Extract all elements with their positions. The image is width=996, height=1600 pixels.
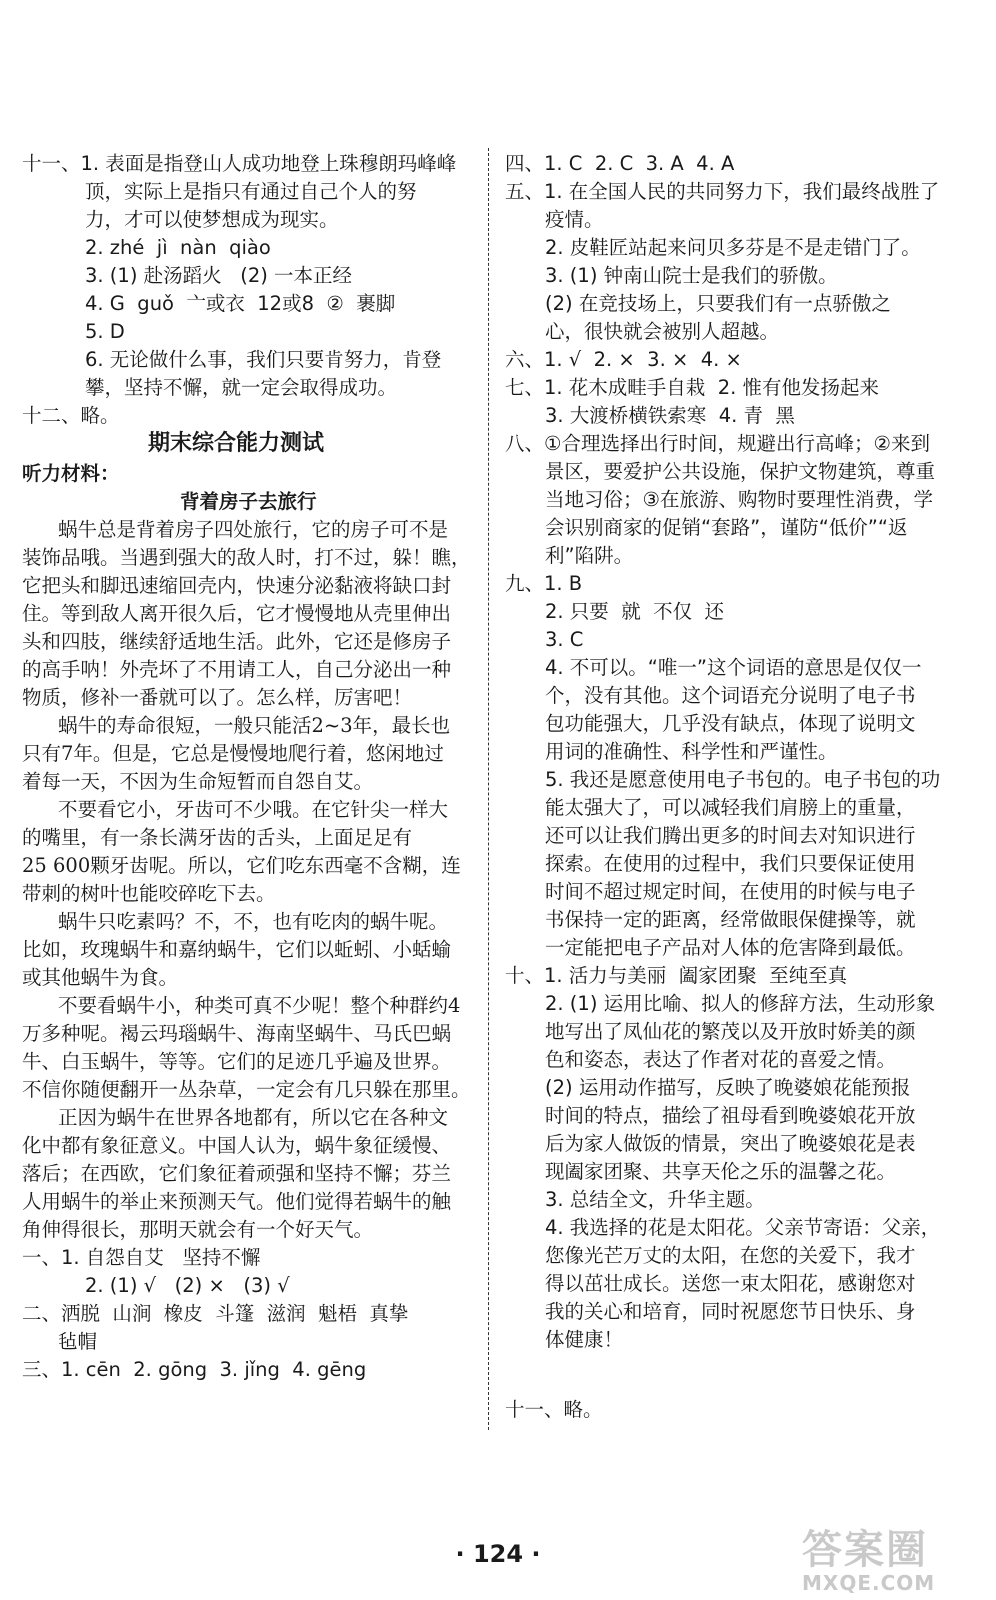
right-answer-line: 一定能把电子产品对人体的危害降到最低。 [545,936,916,959]
right-answer-line: 会识别商家的促销“套路”，谨防“低价”“返 [545,516,908,539]
left-answer-line: 的嘴里，有一条长满牙齿的舌头，上面足足有 [22,826,413,849]
left-answer-line: 装饰品哦。当遇到强大的敌人时，打不过，躲！瞧， [22,546,471,569]
right-answer-line: 还可以让我们腾出更多的时间去对知识进行 [545,824,916,847]
left-answer-line: 十一、1. 表面是指登山人成功地登上珠穆朗玛峰峰 [22,152,457,175]
right-answer-line: 我的关心和培育，同时祝愿您节日快乐、身 [545,1300,916,1323]
right-answer-line: 2. 只要 就 不仅 还 [545,600,724,623]
left-answer-line: 物质，修补一番就可以了。怎么样，厉害吧！ [22,686,413,709]
left-answer-line: 比如，玫瑰蜗牛和嘉纳蜗牛，它们以蚯蚓、小蛞蝓 [22,938,452,961]
right-answer-line: 五、1. 在全国人民的共同努力下，我们最终战胜了 [505,180,940,203]
left-answer-line: 只有7年。但是，它总是慢慢地爬行着，悠闲地过 [22,742,444,765]
right-answer-line: 个，没有其他。这个词语充分说明了电子书 [545,684,916,707]
right-answer-line: 七、1. 花木成畦手自栽 2. 惟有他发扬起来 [505,376,880,399]
section-heading: 期末综合能力测试 [148,431,325,456]
left-answer-line: 化中都有象征意义。中国人认为，蜗牛象征缓慢、 [22,1134,452,1157]
left-answer-line: 不信你随便翻开一丛杂草，一定会有几只躲在那里。 [22,1078,471,1101]
left-answer-line: 一、1. 自怨自艾 坚持不懈 [22,1246,261,1269]
left-answer-line: 2. (1) √ (2) × (3) √ [85,1274,290,1297]
right-answer-line: 4. 我选择的花是太阳花。父亲节寄语：父亲， [545,1216,941,1239]
right-answer-line: 十、1. 活力与美丽 阖家团聚 至纯至真 [505,964,848,987]
watermark-logo [802,1518,982,1595]
left-answer-line: 5. D [85,320,125,343]
right-answer-line: (2) 运用动作描写，反映了晚婆娘花能预报 [545,1076,911,1099]
left-answer-line: 顶，实际上是指只有通过自己个人的努 [85,180,417,203]
right-answer-line: 包功能强大，几乎没有缺点，体现了说明文 [545,712,916,735]
right-answer-line: 后为家人做饭的情景，突出了晚婆娘花是表 [545,1132,916,1155]
left-answer-line: 力，才可以使梦想成为现实。 [85,208,339,231]
right-answer-line: 景区，要爱护公共设施，保护文物建筑，尊重 [545,460,936,483]
right-answer-line: 2. 皮鞋匠站起来问贝多芬是不是走错门了。 [545,236,921,259]
left-answer-line: 十二、略。 [22,404,120,427]
right-answer-line: 探索。在使用的过程中，我们只要保证使用 [545,852,916,875]
column-divider [488,148,489,1430]
left-answer-line: 三、1. cēn 2. gōng 3. jǐng 4. gēng [22,1358,367,1381]
left-answer-line: 3. (1) 赴汤蹈火 (2) 一本正经 [85,264,353,287]
left-answer-line: 不要看它小，牙齿可不少哦。在它针尖一样大 [58,798,449,821]
left-answer-line: 住。等到敌人离开很久后，它才慢慢地从壳里伸出 [22,602,452,625]
right-answer-line: 3. (1) 钟南山院士是我们的骄傲。 [545,264,838,287]
left-answer-line: 4. G guǒ 亠或衣 12或8 ② 裹脚 [85,292,396,315]
left-answer-line: 角伸得很长，那明天就会有一个好天气。 [22,1218,374,1241]
left-answer-line: 6. 无论做什么事，我们只要肯努力，肯登 [85,348,442,371]
right-answer-line: 心，很快就会被别人超越。 [545,320,780,343]
left-answer-subheading: 背着房子去旅行 [180,490,317,513]
right-answer-line: 九、1. B [505,572,583,595]
page-number: · 124 · [455,1540,541,1568]
right-answer-line: 5. 我还是愿意使用电子书包的。电子书包的功 [545,768,941,791]
right-answer-line: 现阖家团聚、共享天伦之乐的温馨之花。 [545,1160,897,1183]
right-answer-line: 当地习俗；③在旅游、购物时要理性消费，学 [545,488,933,511]
left-answer-line: 不要看蜗牛小，种类可真不少呢！整个种群约4 [58,994,461,1017]
left-answer-line: 蜗牛总是背着房子四处旅行，它的房子可不是 [58,518,449,541]
watermark-bottom: MXQE.COM [802,1571,936,1595]
left-answer-line: 蜗牛的寿命很短，一般只能活2~3年，最长也 [58,714,451,737]
left-answer-line: 2. zhé jì nàn qiào [85,236,271,259]
left-answer-line: 蜗牛只吃素吗？不，不，也有吃肉的蜗牛呢。 [58,910,449,933]
right-answer-line: 3. 总结全文，升华主题。 [545,1188,765,1211]
left-answer-line: 正因为蜗牛在世界各地都有，所以它在各种文 [58,1106,449,1129]
left-answer-line: 头和四肢，继续舒适地生活。此外，它还是修房子 [22,630,452,653]
left-answer-line: 或其他蜗牛为食。 [22,966,179,989]
right-answer-line: 您像光芒万丈的太阳，在您的关爱下，我才 [545,1244,916,1267]
left-answer-line: 25 600颗牙齿呢。所以，它们吃东西毫不含糊，连 [22,854,461,877]
left-answer-subheading: 听力材料： [22,462,120,485]
right-answer-line: 4. 不可以。“唯一”这个词语的意思是仅仅一 [545,656,922,679]
right-answer-line: (2) 在竞技场上，只要我们有一点骄傲之 [545,292,891,315]
right-answer-line: 地写出了凤仙花的繁茂以及开放时娇美的颜 [545,1020,916,1043]
right-answer-line: 六、1. √ 2. × 3. × 4. × [505,348,742,371]
right-answer-line: 用词的准确性、科学性和严谨性。 [545,740,838,763]
left-answer-line: 人用蜗牛的举止来预测天气。他们觉得若蜗牛的触 [22,1190,452,1213]
left-answer-line: 毡帽 [58,1330,98,1353]
left-answer-line: 万多种呢。褐云玛瑙蜗牛、海南坚蜗牛、马氏巴蜗 [22,1022,452,1045]
right-answer-line: 八、①合理选择出行时间，规避出行高峰；②来到 [505,432,930,455]
right-answer-line: 3. C [545,628,584,651]
right-answer-line: 3. 大渡桥横铁索寒 4. 青 黑 [545,404,795,427]
right-answer-line: 2. (1) 运用比喻、拟人的修辞方法，生动形象 [545,992,936,1015]
left-answer-line: 牛、白玉蜗牛，等等。它们的足迹几乎遍及世界。 [22,1050,452,1073]
watermark-top: 答案圈 [802,1527,928,1573]
left-answer-line: 它把头和脚迅速缩回壳内，快速分泌黏液将缺口封 [22,574,452,597]
left-answer-line: 着每一天，不因为生命短暂而自怨自艾。 [22,770,374,793]
right-answer-line: 十一、略。 [505,1398,603,1421]
left-answer-line: 二、洒脱 山涧 橡皮 斗篷 滋润 魁梧 真挚 [22,1302,409,1325]
right-answer-line: 疫情。 [545,208,604,231]
left-answer-line: 落后；在西欧，它们象征着顽强和坚持不懈；芬兰 [22,1162,452,1185]
left-answer-line: 的高手呐！外壳坏了不用请工人，自己分泌出一种 [22,658,452,681]
right-answer-line: 体健康！ [545,1328,624,1351]
left-answer-line: 攀，坚持不懈，就一定会取得成功。 [85,376,398,399]
right-answer-line: 能太强大了，可以减轻我们肩膀上的重量， [545,796,916,819]
right-answer-line: 书保持一定的距离，经常做眼保健操等，就 [545,908,916,931]
right-answer-line: 得以茁壮成长。送您一束太阳花，感谢您对 [545,1272,916,1295]
right-answer-line: 时间不超过规定时间，在使用的时候与电子 [545,880,916,903]
right-answer-line: 利”陷阱。 [545,544,634,567]
right-answer-line: 色和姿态，表达了作者对花的喜爱之情。 [545,1048,897,1071]
right-answer-line: 时间的特点，描绘了祖母看到晚婆娘花开放 [545,1104,916,1127]
right-answer-line: 四、1. C 2. C 3. A 4. A [505,152,735,175]
left-answer-line: 带刺的树叶也能咬碎吃下去。 [22,882,276,905]
